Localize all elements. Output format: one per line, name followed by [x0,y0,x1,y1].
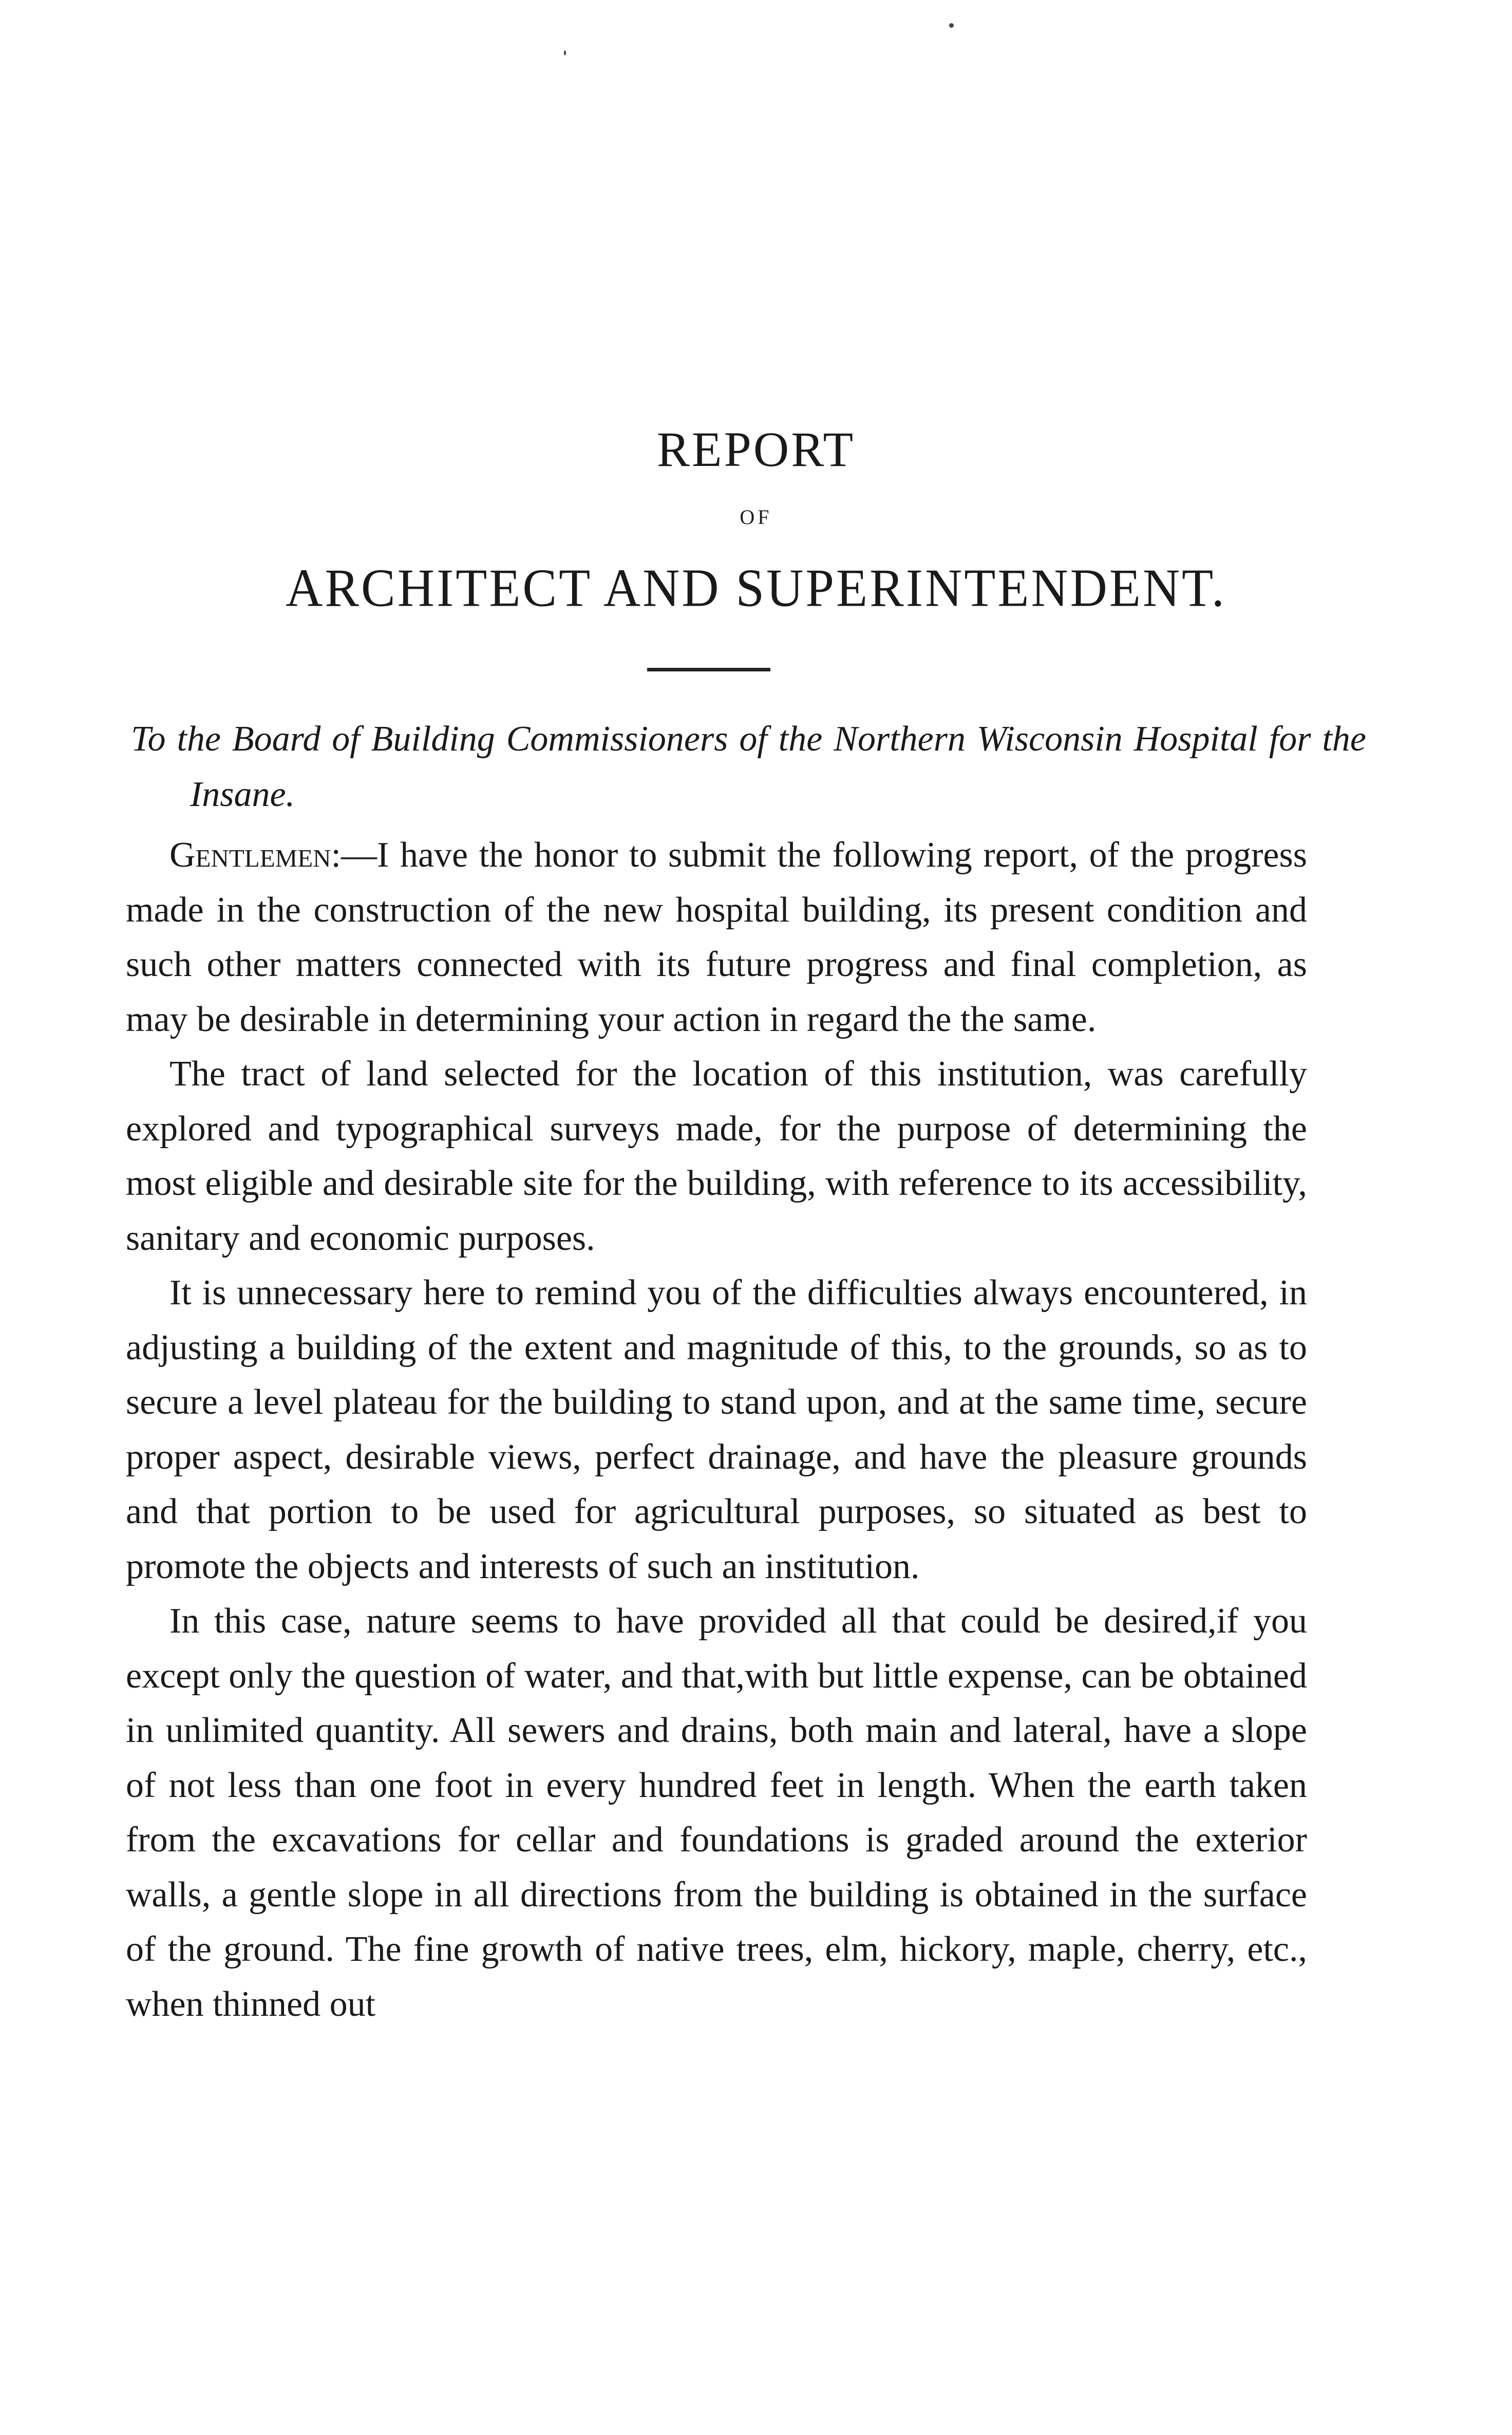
report-body [126,828,1307,2032]
salutation: To the Board of Building Commissioners of the Northern Wisconsin Hospital for the Insane. [131,719,1366,814]
report-of: OF [740,505,772,529]
greeting: Gentlemen: [169,835,341,875]
opening-paragraph [126,828,1307,1047]
report-subtitle: ARCHITECT AND SUPERINTENDENT. [286,558,1226,618]
print-speck [949,23,954,28]
body-paragraph: The tract of land selected for the location of this institution, was carefully explored and typographical surveys made, for the purpose of determining the most eligible and desirable site for the building, with reference to its accessibility, sanitary and economic purposes. [126,1054,1307,1258]
body-paragraph: It is unnecessary here to remind you of the difficulties always encountered, in adjusting a building of the extent and magnitude of this, to the grounds, so as to secure a level plateau for the building to stand upon, and at the same time, secure proper aspect, desirable views, perfect drainage, and have the pleasure grounds and that portion to be used for agricultural purposes, so situated as best to promote the objects and interests of such an institution. [126,1273,1307,1586]
opening-text: —I have the honor to submit the following report, of the progress made in the construction of the new hospital building, its present condition and such other matters connected with its future progress and final completion, as may be desirable in determining your action in regard the the same. [126,835,1307,1039]
print-speck [564,50,566,55]
report-title: REPORT [656,422,856,477]
body-paragraph: In this case, nature seems to have provided all that could be desired,if you except only the question of water, and that,with but little expense, can be obtained in unlimited quantity. All sewers and drains, both main and lateral, have a slope of not less than one foot in every hundred feet in length. When the earth taken from the excavations for cellar and foundations is graded around the exterior walls, a gentle slope in all directions from the building is obtained in the surface of the ground. The fine growth of native trees, elm, hickory, maple, cherry, etc., when thinned out [126,1601,1307,2024]
heading-divider [647,668,770,671]
